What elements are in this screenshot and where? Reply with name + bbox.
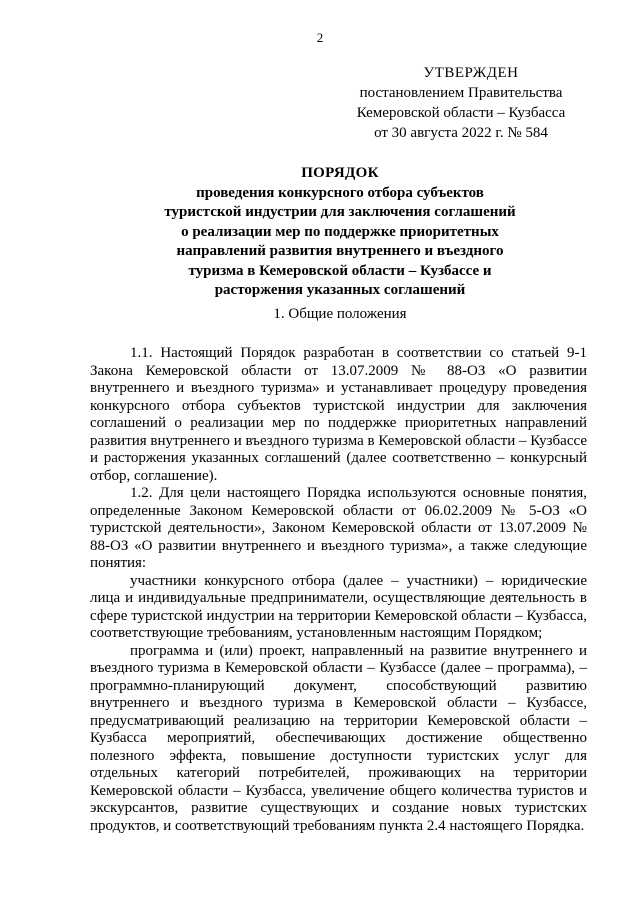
document-body xyxy=(90,345,587,835)
approval-stamp xyxy=(330,63,592,143)
title-line: туризма в Кемеровской области – Кузбассе и xyxy=(188,262,492,279)
approval-line-3: Кемеровской области – Кузбасса xyxy=(356,105,566,121)
paragraph: 1.2. Для цели настоящего Порядка используются основные понятия, определенные Законом Кемеровской области от 06.02.2009 № 5-ОЗ «О туристской деятельности», Законом Кемеровской области от 13.07.2009 № 88-ОЗ «О развитии внутреннего и въездного туризма», а также следующие понятия: xyxy=(90,485,587,571)
approval-line-1: УТВЕРЖДЕН xyxy=(423,65,519,81)
title-line: проведения конкурсного отбора субъектов xyxy=(196,184,484,201)
paragraph: программа и (или) проект, направленный на развитие внутреннего и въездного туризма в Кемеровской области – Кузбассе (далее – программа), – программно-планирующий документ, способствующий развитию внутреннего и въездного туризма в Кемеровской области – Кузбассе, предусматривающий реализацию на территории Кемеровской области – Кузбасса мероприятий, обеспечивающих достижение общественно полезного эффекта, повышение доступности туристских услуг для отдельных категорий потребителей, проживающих на территории Кемеровской области – Кузбасса, увеличение общего количества туристов и экскурсантов, развитие существующих и создание новых туристских продуктов, и соответствующий требованиям пункта 2.4 настоящего Порядка. xyxy=(90,642,587,834)
document-title xyxy=(120,164,560,301)
paragraph: 1.1. Настоящий Порядок разработан в соответствии со статьей 9-1 Закона Кемеровской области от 13.07.2009 № 88-ОЗ «О развитии внутреннего и въездного туризма» и устанавливает процедуру проведения конкурсного отбора субъектов туристской индустрии для заключения соглашений о реализации мер по поддержке приоритетных направлений развития внутреннего и въездного туризма в Кемеровской области – Кузбассе и расторжения указанных соглашений (далее соответственно – конкурсный отбор, соглашение). xyxy=(90,345,587,484)
page-number: 2 xyxy=(316,30,324,45)
title-line: направлений развития внутреннего и въездного xyxy=(176,243,504,259)
paragraph: участники конкурсного отбора (далее – участники) – юридические лица и индивидуальные предприниматели, осуществляющие деятельность в сфере туристской индустрии на территории Кемеровской области – Кузбасса, соответствующие требованиям, установленным настоящим Порядком; xyxy=(90,572,587,641)
title-line: о реализации мер по поддержке приоритетных xyxy=(181,223,499,240)
title-heading: ПОРЯДОК xyxy=(301,165,379,181)
approval-line-4: от 30 августа 2022 г. № 584 xyxy=(374,125,548,141)
title-line: расторжения указанных соглашений xyxy=(214,282,466,298)
section-heading: 1. Общие положения xyxy=(273,306,407,322)
approval-line-2: постановлением Правительства xyxy=(359,85,563,101)
title-line: туристской индустрии для заключения соглашений xyxy=(164,204,516,220)
